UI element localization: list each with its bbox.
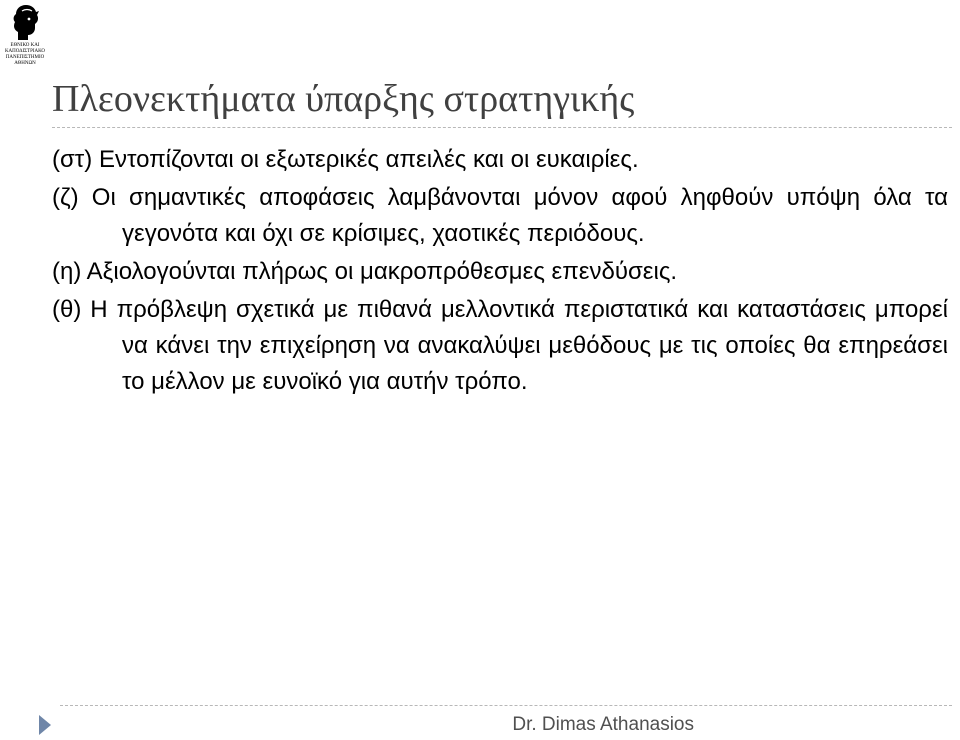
footer-author: Dr. Dimas Athanasios — [512, 714, 694, 735]
logo-text-line: ΕΘΝΙΚΟ ΚΑΙ — [10, 43, 40, 48]
slide-body — [52, 142, 948, 400]
slide-title: Πλεονεκτήματα ύπαρξης στρατηγικής — [52, 78, 635, 120]
logo-text-line: ΚΑΠΟΔΙΣΤΡΙΑΚΟ — [4, 49, 46, 54]
logo-text-line: ΠΑΝΕΠΙΣΤΗΜΙΟ — [5, 55, 45, 60]
paragraph-st: (στ) Εντοπίζονται οι εξωτερικές απειλές και οι ευκαιρίες. — [52, 146, 639, 173]
paragraph-th: (θ) Η πρόβλεψη σχετικά με πιθανά μελλοντικά περιστατικά και καταστάσεις μπορεί να κάνει την επιχείρηση να ανακαλύψει μεθόδους με τις οποίες θα επηρεάσει το μέλλον με ευνοϊκό για αυτήν τρόπο. — [52, 296, 948, 395]
title-divider — [52, 127, 952, 128]
logo-text — [4, 43, 46, 67]
paragraph-i: (η) Αξιολογούνται πλήρως οι μακροπρόθεσμες επενδύσεις. — [52, 258, 678, 285]
triangle-right-icon — [38, 714, 52, 736]
athena-head-icon — [4, 2, 46, 42]
footer-divider — [60, 705, 952, 706]
university-logo — [4, 2, 46, 68]
logo-text-line: ΑΘΗΝΩΝ — [14, 61, 36, 66]
paragraph-z: (ζ) Οι σημαντικές αποφάσεις λαμβάνονται μόνον αφού ληφθούν υπόψη όλα τα γεγονότα και όχι σε κρίσιμες, χαοτικές περιόδους. — [52, 184, 948, 247]
